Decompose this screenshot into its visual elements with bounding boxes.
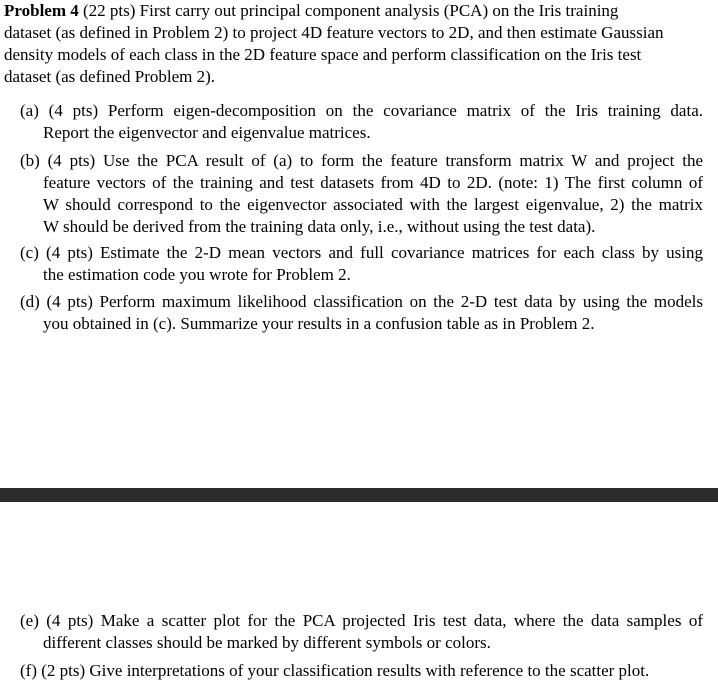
intro-line-4: dataset (as defined Problem 2). xyxy=(4,67,216,86)
intro-line-2: dataset (as defined in Problem 2) to project 4D feature vectors to 2D, and then estimate Gaussian xyxy=(4,23,664,42)
part-a xyxy=(20,100,703,144)
part-c-line-2: the estimation code you wrote for Problem 2. xyxy=(43,265,351,284)
part-f-line-1: (f) (2 pts) Give interpretations of your classification results with reference to the scatter plot. xyxy=(20,661,650,680)
part-a-line-1: (a) (4 pts) Perform eigen-decomposition on the covariance matrix of the Iris training data. xyxy=(20,101,703,120)
intro-line-1 xyxy=(4,0,709,22)
problem-heading: Problem 4 xyxy=(4,1,79,20)
part-b-line-3: W should correspond to the eigenvector associated with the largest eigenvalue, 2) the matrix xyxy=(43,195,703,214)
part-d-line-1: (d) (4 pts) Perform maximum likelihood classification on the 2-D test data by using the models xyxy=(20,292,703,311)
intro-line-3: density models of each class in the 2D feature space and perform classification on the Iris test xyxy=(4,45,642,64)
part-e xyxy=(20,610,703,654)
problem-intro xyxy=(4,0,709,88)
section-divider xyxy=(0,488,718,502)
part-b-line-4: W should be derived from the training data only, i.e., without using the test data). xyxy=(43,217,596,236)
part-d xyxy=(20,291,703,335)
intro-text-1: (22 pts) First carry out principal component analysis (PCA) on the Iris training xyxy=(83,1,619,20)
part-e-line-1: (e) (4 pts) Make a scatter plot for the PCA projected Iris test data, where the data samples of xyxy=(20,611,703,630)
part-c xyxy=(20,242,703,286)
part-c-line-1: (c) (4 pts) Estimate the 2-D mean vectors and full covariance matrices for each class by using xyxy=(20,243,703,262)
part-d-line-2: you obtained in (c). Summarize your results in a confusion table as in Problem 2. xyxy=(43,314,595,333)
part-b xyxy=(20,150,703,238)
part-b-line-2: feature vectors of the training and test datasets from 4D to 2D. (note: 1) The first column of xyxy=(43,173,703,192)
part-e-line-2: different classes should be marked by different symbols or colors. xyxy=(43,633,491,652)
part-a-line-2: Report the eigenvector and eigenvalue matrices. xyxy=(43,123,371,142)
part-f xyxy=(20,660,703,682)
part-b-line-1: (b) (4 pts) Use the PCA result of (a) to form the feature transform matrix W and project the xyxy=(20,151,703,170)
